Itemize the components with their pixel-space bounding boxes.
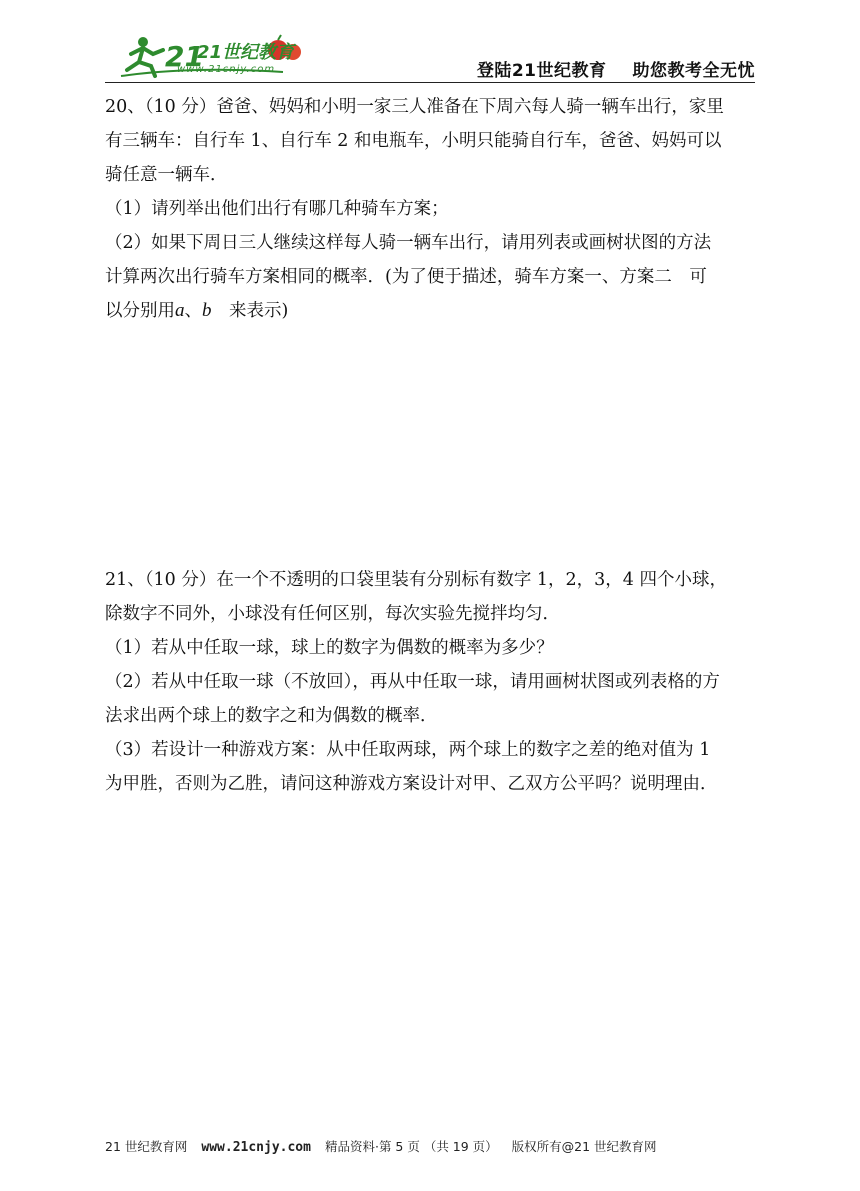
q20-part-2-line-3-pre: 以分别用: [105, 301, 175, 321]
q20-part-2-line-2: 计算两次出行骑车方案相同的概率．(为了便于描述，骑车方案一、方案二 可: [105, 267, 707, 287]
page-header: [105, 28, 755, 83]
q21-part-2-line-1: （2）若从中任取一球（不放回），再从中任取一球，请用画树状图或列表格的方: [105, 672, 720, 692]
page-footer: [105, 1137, 765, 1155]
footer-page-info: 精品资料·第 5 页 （共 19 页）: [324, 1139, 498, 1154]
footer-copyright: 版权所有@21 世纪教育网: [511, 1139, 657, 1154]
variable-b: b: [202, 300, 212, 321]
question-20: [105, 90, 765, 328]
q21-part-1: （1）若从中任取一球，球上的数字为偶数的概率为多少？: [105, 638, 554, 658]
q21-line-2: 除数字不同外，小球没有任何区别，每次实验先搅拌均匀．: [105, 604, 560, 624]
q20-part-2-line-3-post: 来表示): [211, 301, 289, 321]
footer-site: 21 世纪教育网: [105, 1139, 188, 1154]
separator: 、: [184, 301, 202, 321]
svg-text:21: 21: [165, 40, 204, 73]
q20-part-1: （1）请列举出他们出行有哪几种骑车方案；: [105, 199, 449, 219]
q21-part-3-line-1: （3）若设计一种游戏方案：从中任取两球，两个球上的数字之差的绝对值为 1: [105, 740, 711, 760]
question-21: [105, 563, 765, 801]
logo-text: 21世纪教育: [197, 42, 295, 63]
q21-part-2-line-2: 法求出两个球上的数字之和为偶数的概率．: [105, 706, 438, 726]
q20-line-3: 骑任意一辆车．: [105, 165, 228, 185]
header-title: [477, 56, 755, 81]
q21-part-3-line-2: 为甲胜，否则为乙胜，请问这种游戏方案设计对甲、乙双方公平吗？说明理由．: [105, 774, 718, 794]
footer-url[interactable]: www.21cnjy.com: [201, 1140, 311, 1155]
q20-part-2-line-1: （2）如果下周日三人继续这样每人骑一辆车出行，请用列表或画树状图的方法: [105, 233, 712, 253]
variable-a: a: [175, 300, 185, 321]
header-title-left: 登陆21世纪教育: [476, 61, 607, 81]
q20-part-2-line-3: [105, 294, 765, 328]
q20-line-1: 20、（10 分）爸爸、妈妈和小明一家三人准备在下周六每人骑一辆车出行，家里: [105, 97, 724, 117]
logo-url: www.21cnjy.com: [177, 64, 276, 75]
q20-line-2: 有三辆车：自行车 1、自行车 2 和电瓶车，小明只能骑自行车，爸爸、妈妈可以: [105, 131, 722, 151]
header-title-right: 助您教考全无忧: [632, 61, 755, 81]
q21-line-1: 21、（10 分）在一个不透明的口袋里装有分别标有数字 1，2，3，4 四个小球，: [105, 570, 728, 590]
